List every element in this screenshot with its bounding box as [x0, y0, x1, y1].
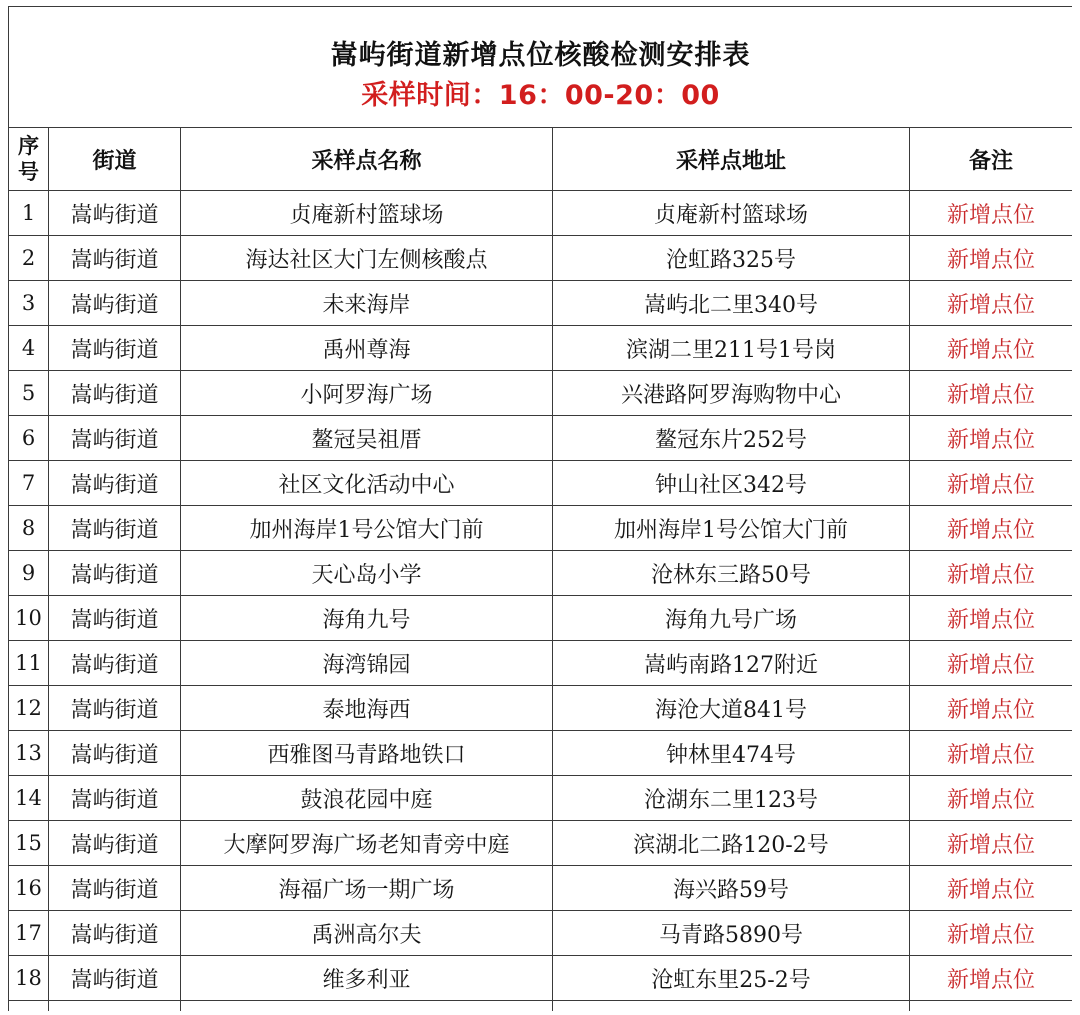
cell-site-name: 禹州尊海: [181, 326, 553, 371]
cropped-cell: [910, 1001, 1073, 1012]
cell-site-address: 嵩屿南路127附近: [553, 641, 910, 686]
cell-seq: 15: [9, 821, 49, 866]
table-row: [9, 506, 1073, 551]
table-row: [9, 191, 1073, 236]
cell-note: 新增点位: [910, 551, 1073, 596]
cell-site-name: 加州海岸1号公馆大门前: [181, 506, 553, 551]
page-title: 嵩屿街道新增点位核酸检测安排表: [330, 40, 751, 71]
cell-seq: 11: [9, 641, 49, 686]
cell-note: 新增点位: [910, 326, 1073, 371]
cell-site-address: 贞庵新村篮球场: [553, 191, 910, 236]
cell-note: 新增点位: [910, 596, 1073, 641]
cropped-cell: [181, 1001, 553, 1012]
title-cell: [9, 7, 1073, 128]
cell-seq: 9: [9, 551, 49, 596]
cropped-cell: [553, 1001, 910, 1012]
cell-note: 新增点位: [910, 911, 1073, 956]
table-row-cropped: [9, 1001, 1073, 1012]
cell-site-address: 兴港路阿罗海购物中心: [553, 371, 910, 416]
cell-seq: 16: [9, 866, 49, 911]
cell-street: 嵩屿街道: [49, 641, 181, 686]
sampling-time: 采样时间：16：00-20：00: [361, 80, 720, 111]
cell-street: 嵩屿街道: [49, 371, 181, 416]
table-row: [9, 641, 1073, 686]
cell-seq: 5: [9, 371, 49, 416]
table-row: [9, 866, 1073, 911]
table-row: [9, 416, 1073, 461]
cell-site-address: 海沧大道841号: [553, 686, 910, 731]
table-row: [9, 776, 1073, 821]
cell-seq: 12: [9, 686, 49, 731]
cell-seq: 6: [9, 416, 49, 461]
cell-site-name: 贞庵新村篮球场: [181, 191, 553, 236]
header-site-address: 采样点地址: [553, 128, 910, 191]
cell-street: 嵩屿街道: [49, 596, 181, 641]
cell-site-name: 天心岛小学: [181, 551, 553, 596]
schedule-table: [8, 6, 1072, 1011]
cell-site-name: 维多利亚: [181, 956, 553, 1001]
cell-seq: 14: [9, 776, 49, 821]
cell-site-address: 嵩屿北二里340号: [553, 281, 910, 326]
cell-site-name: 鳌冠吴祖厝: [181, 416, 553, 461]
cell-note: 新增点位: [910, 416, 1073, 461]
cell-site-name: 未来海岸: [181, 281, 553, 326]
cell-site-name: 禹洲高尔夫: [181, 911, 553, 956]
header-site-name: 采样点名称: [181, 128, 553, 191]
table-row: [9, 326, 1073, 371]
cell-site-name: 小阿罗海广场: [181, 371, 553, 416]
cell-note: 新增点位: [910, 506, 1073, 551]
cell-seq: 10: [9, 596, 49, 641]
cropped-cell: [9, 1001, 49, 1012]
table-row: [9, 956, 1073, 1001]
table-row: [9, 371, 1073, 416]
table-row: [9, 461, 1073, 506]
cell-street: 嵩屿街道: [49, 281, 181, 326]
cell-street: 嵩屿街道: [49, 461, 181, 506]
header-note: 备注: [910, 128, 1073, 191]
cell-note: 新增点位: [910, 461, 1073, 506]
cell-site-address: 海兴路59号: [553, 866, 910, 911]
cell-street: 嵩屿街道: [49, 506, 181, 551]
cell-street: 嵩屿街道: [49, 821, 181, 866]
cell-seq: 18: [9, 956, 49, 1001]
cell-site-address: 马青路5890号: [553, 911, 910, 956]
cell-site-address: 钟林里474号: [553, 731, 910, 776]
cell-note: 新增点位: [910, 371, 1073, 416]
cell-site-name: 社区文化活动中心: [181, 461, 553, 506]
cell-note: 新增点位: [910, 956, 1073, 1001]
cell-site-address: 钟山社区342号: [553, 461, 910, 506]
cell-site-name: 海角九号: [181, 596, 553, 641]
cell-site-address: 沧虹路325号: [553, 236, 910, 281]
cropped-cell: [49, 1001, 181, 1012]
cell-site-name: 大摩阿罗海广场老知青旁中庭: [181, 821, 553, 866]
cell-site-name: 泰地海西: [181, 686, 553, 731]
cell-site-address: 鳌冠东片252号: [553, 416, 910, 461]
cell-note: 新增点位: [910, 236, 1073, 281]
table-row: [9, 686, 1073, 731]
schedule-sheet: [8, 6, 1072, 1015]
cell-note: 新增点位: [910, 191, 1073, 236]
cell-site-address: 沧虹东里25-2号: [553, 956, 910, 1001]
cell-site-name: 海湾锦园: [181, 641, 553, 686]
cell-street: 嵩屿街道: [49, 686, 181, 731]
cell-seq: 17: [9, 911, 49, 956]
cell-site-name: 鼓浪花园中庭: [181, 776, 553, 821]
cell-street: 嵩屿街道: [49, 236, 181, 281]
cell-seq: 7: [9, 461, 49, 506]
header-seq: 序号: [9, 128, 49, 191]
cell-note: 新增点位: [910, 731, 1073, 776]
cell-site-address: 沧湖东二里123号: [553, 776, 910, 821]
cell-seq: 13: [9, 731, 49, 776]
cell-seq: 3: [9, 281, 49, 326]
cell-street: 嵩屿街道: [49, 326, 181, 371]
cell-note: 新增点位: [910, 866, 1073, 911]
header-street: 街道: [49, 128, 181, 191]
cell-street: 嵩屿街道: [49, 551, 181, 596]
cell-note: 新增点位: [910, 686, 1073, 731]
cell-site-address: 滨湖二里211号1号岗: [553, 326, 910, 371]
cell-site-address: 沧林东三路50号: [553, 551, 910, 596]
cell-note: 新增点位: [910, 641, 1073, 686]
cell-seq: 1: [9, 191, 49, 236]
cell-seq: 8: [9, 506, 49, 551]
cell-site-address: 加州海岸1号公馆大门前: [553, 506, 910, 551]
title-row: [9, 7, 1073, 128]
header-row: [9, 128, 1073, 191]
cell-street: 嵩屿街道: [49, 731, 181, 776]
table-row: [9, 551, 1073, 596]
cell-note: 新增点位: [910, 821, 1073, 866]
cell-street: 嵩屿街道: [49, 956, 181, 1001]
cell-street: 嵩屿街道: [49, 866, 181, 911]
cell-street: 嵩屿街道: [49, 191, 181, 236]
table-row: [9, 596, 1073, 641]
cell-site-name: 西雅图马青路地铁口: [181, 731, 553, 776]
cell-note: 新增点位: [910, 776, 1073, 821]
cell-seq: 4: [9, 326, 49, 371]
cell-site-name: 海福广场一期广场: [181, 866, 553, 911]
cell-street: 嵩屿街道: [49, 776, 181, 821]
table-row: [9, 731, 1073, 776]
table-row: [9, 236, 1073, 281]
table-row: [9, 911, 1073, 956]
cell-note: 新增点位: [910, 281, 1073, 326]
cell-seq: 2: [9, 236, 49, 281]
table-row: [9, 821, 1073, 866]
table-row: [9, 281, 1073, 326]
cell-street: 嵩屿街道: [49, 911, 181, 956]
cell-site-name: 海达社区大门左侧核酸点: [181, 236, 553, 281]
cell-street: 嵩屿街道: [49, 416, 181, 461]
cell-site-address: 滨湖北二路120-2号: [553, 821, 910, 866]
cell-site-address: 海角九号广场: [553, 596, 910, 641]
